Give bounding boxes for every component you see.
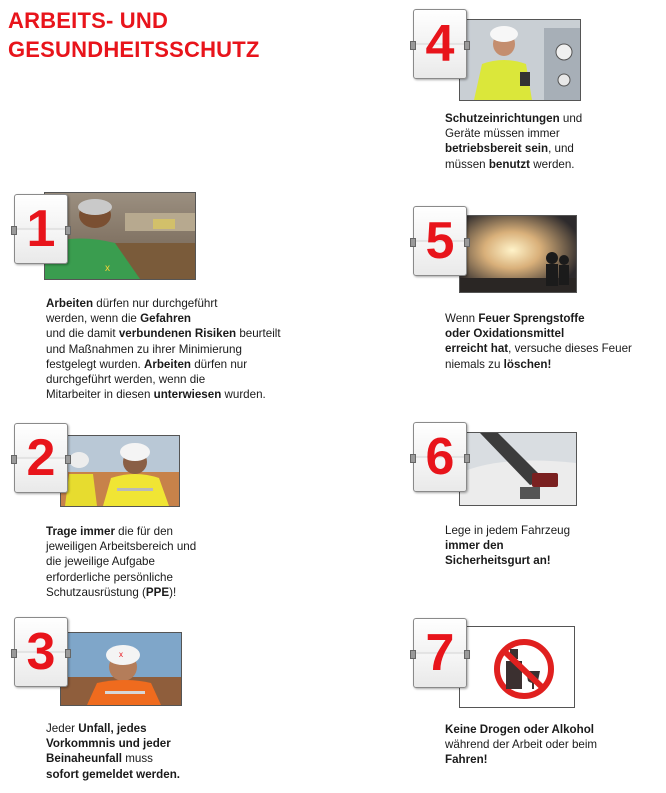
rule-text-3	[46, 721, 266, 782]
text-line: Arbeiten dürfen nur durchgeführt	[46, 297, 218, 310]
text-line: Geräte müssen immer	[445, 127, 560, 141]
text-line: Beinaheunfall muss	[46, 752, 153, 766]
number-7: 7	[425, 624, 455, 682]
worker-photo-4	[459, 19, 581, 101]
rule-text-5	[445, 311, 666, 372]
text-line: sofort gemeldet werden.	[46, 767, 180, 781]
title-line-2: GESUNDHEITSSCHUTZ	[8, 37, 260, 62]
text-line: Trage immer die für den	[46, 525, 173, 538]
text-line: jeweiligen Arbeitsbereich und	[46, 540, 197, 554]
worker-photo-2	[60, 435, 180, 507]
title-line-1: ARBEITS- UND	[8, 8, 169, 33]
rule-text-7	[445, 722, 665, 768]
text-line: erreicht hat, versuche dieses Feuer	[445, 342, 632, 356]
worker-photo-3	[60, 632, 182, 706]
number-card-2	[14, 423, 68, 493]
text-line: durchgeführt werden, wenn die	[46, 373, 206, 387]
text-line: Fahren!	[445, 753, 488, 767]
text-line: Sicherheitsgurt an!	[445, 554, 551, 568]
rule-text-2	[46, 524, 266, 600]
number-card-1	[14, 194, 68, 264]
fire-photo-5	[459, 215, 577, 293]
text-line: Keine Drogen oder Alkohol	[445, 723, 595, 736]
seatbelt-photo-6	[459, 432, 577, 506]
no-alcohol-sign-7	[459, 626, 575, 708]
number-card-6	[413, 422, 467, 492]
text-line: Mitarbeiter in diesen unterwiesen wurden.	[46, 388, 266, 402]
text-line: werden, wenn die Gefahren	[46, 312, 192, 326]
number-2: 2	[26, 429, 56, 487]
text-line: Schutzeinrichtungen und	[445, 112, 583, 125]
number-1: 1	[26, 200, 56, 258]
text-line: während der Arbeit oder beim	[445, 738, 598, 752]
svg-text:x: x	[105, 263, 110, 274]
svg-text:x: x	[119, 650, 123, 659]
text-line: erforderliche persönliche	[46, 570, 173, 584]
page-title	[8, 6, 260, 64]
text-line: und die damit verbundenen Risiken beurteilt	[46, 327, 281, 341]
text-line: die jeweilige Aufgabe	[46, 555, 155, 569]
rule-text-1	[46, 296, 346, 402]
text-line: Schutzausrüstung (PPE)!	[46, 585, 177, 599]
text-line: betriebsbereit sein, und	[445, 142, 574, 156]
number-card-7	[413, 618, 467, 688]
number-4: 4	[425, 15, 455, 73]
text-line: Vorkommnis und jeder	[46, 737, 171, 751]
text-line: immer den	[445, 539, 504, 553]
number-6: 6	[425, 428, 455, 486]
text-line: Lege in jedem Fahrzeug	[445, 524, 571, 537]
text-line: niemals zu löschen!	[445, 357, 552, 371]
number-card-5	[413, 206, 467, 276]
number-3: 3	[26, 623, 56, 681]
text-line: oder Oxidationsmittel	[445, 327, 565, 341]
text-line: und Maßnahmen zu ihrer Minimierung	[46, 342, 242, 356]
text-line: festgelegt wurden. Arbeiten dürfen nur	[46, 357, 248, 371]
number-5: 5	[425, 212, 455, 270]
text-line: Jeder Unfall, jedes	[46, 722, 147, 735]
text-line: Wenn Feuer Sprengstoffe	[445, 312, 585, 325]
rule-text-6	[445, 523, 665, 569]
number-card-3	[14, 617, 68, 687]
rule-text-4	[445, 111, 665, 172]
text-line: müssen benutzt werden.	[445, 157, 575, 171]
number-card-4	[413, 9, 467, 79]
